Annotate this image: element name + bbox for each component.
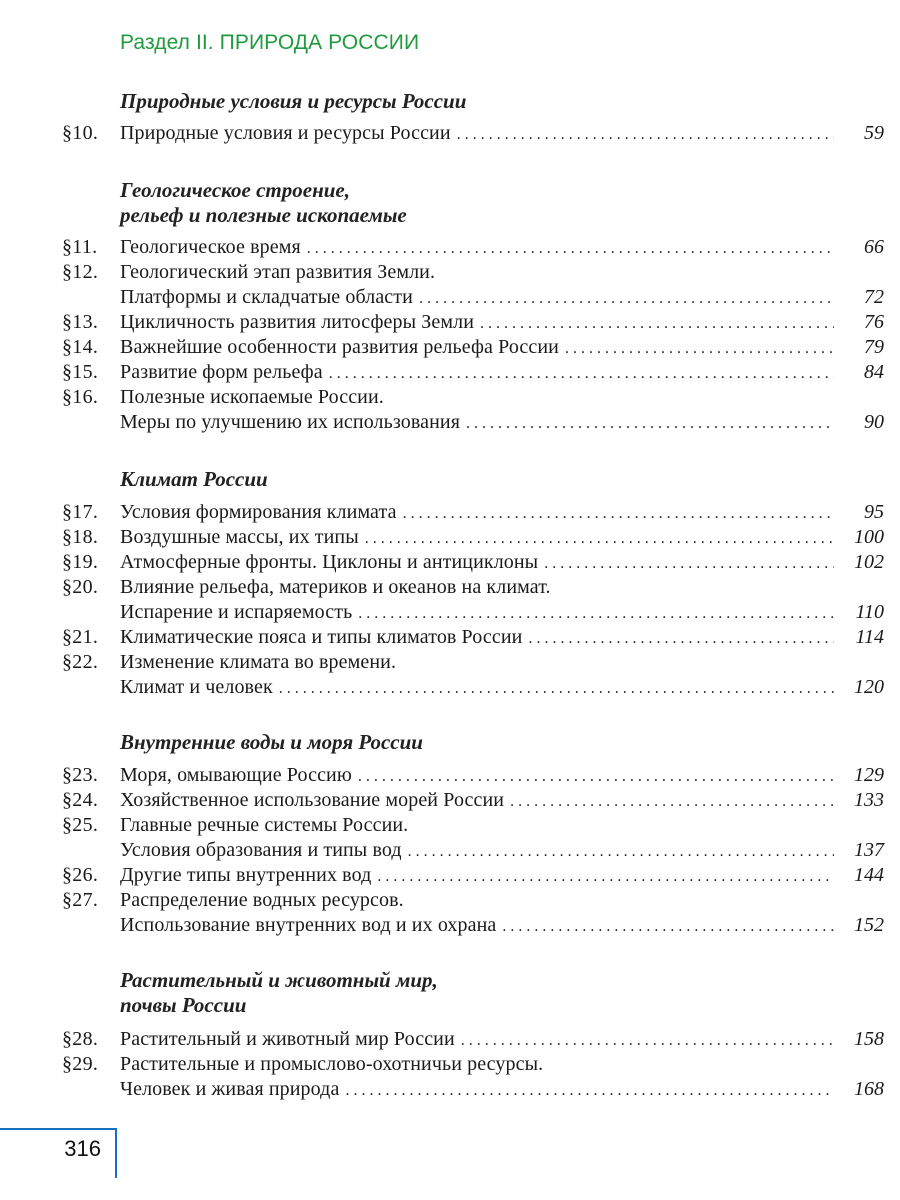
dot-leader (457, 122, 834, 147)
entry-title: Климатические пояса и типы климатов России (120, 626, 523, 648)
dot-leader (480, 311, 834, 336)
page-ref: 59 (864, 122, 884, 144)
page-ref: 158 (854, 1028, 884, 1050)
section-heading (120, 467, 268, 492)
dot-leader (329, 361, 834, 386)
entry-title: Геологическое время (120, 236, 301, 258)
entry-title: Растительные и промыслово-охотничьи ресурсы. (120, 1053, 544, 1075)
entry-title: Человек и живая природа (120, 1078, 340, 1100)
page-ref: 120 (854, 676, 884, 698)
dot-leader (345, 1078, 834, 1103)
entry-title: Важнейшие особенности развития рельефа России (120, 336, 559, 358)
paragraph-number: §23. (62, 764, 99, 786)
toc-entry[interactable] (62, 310, 884, 335)
page-ref: 84 (864, 361, 884, 383)
page-ref: 133 (854, 789, 884, 811)
entry-title: Изменение климата во времени. (120, 651, 397, 673)
toc-entry-continuation[interactable] (62, 600, 884, 625)
entry-title: Другие типы внутренних вод (120, 864, 372, 886)
toc-entry[interactable] (62, 235, 884, 260)
paragraph-number: §11. (62, 236, 98, 258)
section-heading-line: Растительный и животный мир, (120, 968, 438, 992)
paragraph-number: §26. (62, 864, 99, 886)
page-ref: 137 (854, 839, 884, 861)
page-ref: 114 (855, 626, 884, 648)
section-heading-line: Климат России (120, 467, 268, 491)
entry-title: Воздушные массы, их типы (120, 526, 359, 548)
toc-entry-continuation[interactable] (62, 675, 884, 700)
entry-title: Распределение водных ресурсов. (120, 889, 404, 911)
toc-entry[interactable] (62, 625, 884, 650)
dot-leader (365, 526, 834, 551)
section-heading (120, 89, 466, 114)
page-ref: 102 (854, 551, 884, 573)
paragraph-number: §22. (62, 651, 99, 673)
paragraph-number: §16. (62, 386, 99, 408)
paragraph-number: §15. (62, 361, 99, 383)
paragraph-number: §17. (62, 501, 99, 523)
section-heading-line: Внутренние воды и моря России (120, 730, 423, 754)
page-ref: 79 (864, 336, 884, 358)
toc-entry[interactable] (62, 888, 884, 913)
entry-title: Условия формирования климата (120, 501, 397, 523)
paragraph-number: §18. (62, 526, 99, 548)
toc-entry-continuation[interactable] (62, 913, 884, 938)
section-heading (120, 178, 407, 228)
toc-entry[interactable] (62, 385, 884, 410)
page-ref: 144 (854, 864, 884, 886)
dot-leader (466, 411, 834, 436)
dot-leader (279, 676, 834, 701)
entry-title: Влияние рельефа, материков и океанов на климат. (120, 576, 551, 598)
paragraph-number: §25. (62, 814, 99, 836)
dot-leader (358, 601, 834, 626)
section-heading-line: Природные условия и ресурсы России (120, 89, 467, 113)
page-ref: 95 (864, 501, 884, 523)
toc-entry[interactable] (62, 788, 884, 813)
entry-title: Использование внутренних вод и их охрана (120, 914, 497, 936)
entry-title: Хозяйственное использование морей России (120, 789, 505, 811)
entry-title: Полезные ископаемые России. (120, 386, 384, 408)
dot-leader (502, 914, 834, 939)
toc-entry[interactable] (62, 500, 884, 525)
paragraph-number: §24. (62, 789, 99, 811)
dot-leader (408, 839, 834, 864)
paragraph-number: §19. (62, 551, 99, 573)
toc-entry-continuation[interactable] (62, 285, 884, 310)
paragraph-number: §13. (62, 311, 99, 333)
dot-leader (528, 626, 834, 651)
page-ref: 76 (864, 311, 884, 333)
paragraph-number: §14. (62, 336, 99, 358)
toc-entry-continuation[interactable] (62, 1077, 884, 1102)
dot-leader (358, 764, 834, 789)
toc-entry[interactable] (62, 525, 884, 550)
entry-title: Природные условия и ресурсы России (120, 122, 451, 144)
toc-entry[interactable] (62, 360, 884, 385)
paragraph-number: §29. (62, 1053, 99, 1075)
entry-title: Атмосферные фронты. Циклоны и антициклоны (120, 551, 539, 573)
page-number-box (0, 1128, 117, 1178)
page-ref: 168 (854, 1078, 884, 1100)
page-ref: 66 (864, 236, 884, 258)
toc-entry[interactable] (62, 813, 884, 838)
entry-title: Моря, омывающие Россию (120, 764, 352, 786)
entry-title: Главные речные системы России. (120, 814, 409, 836)
dot-leader (510, 789, 834, 814)
toc-entry[interactable] (62, 763, 884, 788)
page-ref: 100 (854, 526, 884, 548)
dot-leader (544, 551, 834, 576)
paragraph-number: §28. (62, 1028, 99, 1050)
page-ref: 152 (854, 914, 884, 936)
dot-leader (565, 336, 834, 361)
entry-title: Меры по улучшению их использования (120, 411, 460, 433)
section-heading-line: почвы России (120, 993, 247, 1017)
toc-entry[interactable] (62, 863, 884, 888)
section-heading (120, 730, 423, 755)
entry-title: Условия образования и типы вод (120, 839, 402, 861)
paragraph-number: §21. (62, 626, 99, 648)
dot-leader (403, 501, 834, 526)
toc-entry[interactable] (62, 1052, 884, 1077)
section-heading-line: Геологическое строение, (120, 178, 350, 202)
toc-entry-continuation[interactable] (62, 410, 884, 435)
page-ref: 90 (864, 411, 884, 433)
entry-title: Цикличность развития литосферы Земли (120, 311, 475, 333)
page-ref: 72 (864, 286, 884, 308)
part-title: Раздел II. ПРИРОДА РОССИИ (120, 31, 420, 54)
paragraph-number: §27. (62, 889, 99, 911)
entry-title: Геологический этап развития Земли. (120, 261, 436, 283)
toc-entry[interactable] (62, 575, 884, 600)
section-heading-line: рельеф и полезные ископаемые (120, 203, 407, 227)
dot-leader (419, 286, 834, 311)
entry-title: Климат и человек (120, 676, 273, 698)
paragraph-number: §12. (62, 261, 99, 283)
dot-leader (307, 236, 834, 261)
paragraph-number: §10. (62, 122, 99, 144)
toc-entry[interactable] (62, 1027, 884, 1052)
page-ref: 110 (855, 601, 884, 623)
toc-entry[interactable] (62, 260, 884, 285)
dot-leader (461, 1028, 834, 1053)
entry-title: Платформы и складчатые области (120, 286, 413, 308)
section-heading (120, 968, 438, 1018)
paragraph-number: §20. (62, 576, 99, 598)
dot-leader (377, 864, 834, 889)
toc-entry[interactable] (62, 650, 884, 675)
entry-title: Развитие форм рельефа (120, 361, 323, 383)
toc-entry[interactable] (62, 121, 884, 146)
entry-title: Растительный и животный мир России (120, 1028, 455, 1050)
toc-entry[interactable] (62, 550, 884, 575)
page-number: 316 (64, 1136, 101, 1161)
entry-title: Испарение и испаряемость (120, 601, 353, 623)
page-ref: 129 (854, 764, 884, 786)
toc-entry[interactable] (62, 335, 884, 360)
toc-entry-continuation[interactable] (62, 838, 884, 863)
